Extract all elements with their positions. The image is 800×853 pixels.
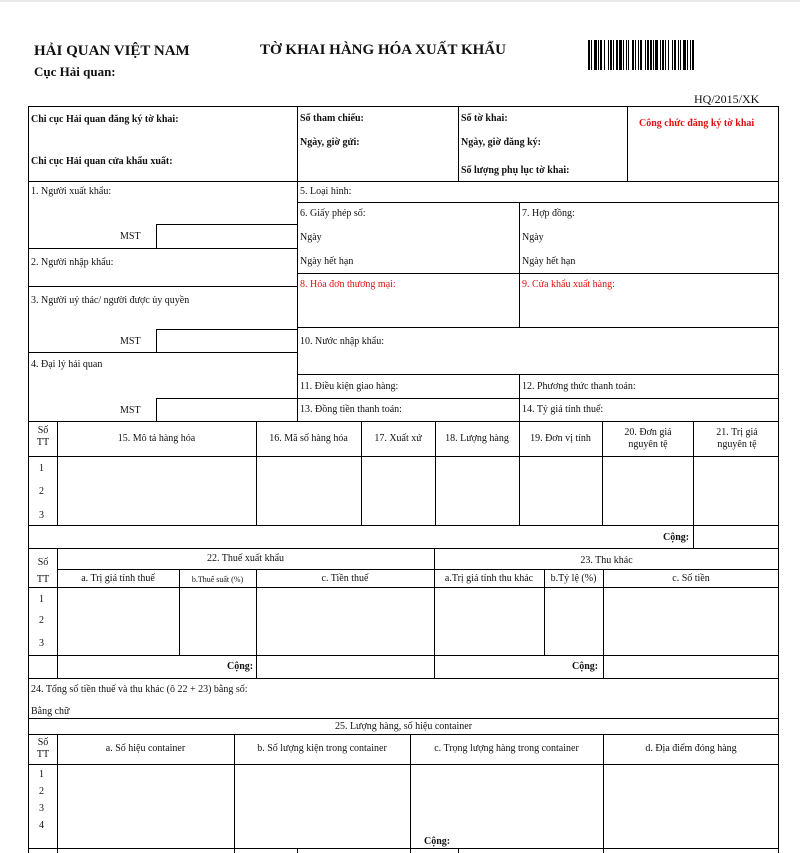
- barcode-bar: [632, 40, 634, 70]
- rule: [297, 181, 298, 421]
- barcode-bar: [638, 40, 639, 70]
- goods-no-header: Số TT: [36, 425, 50, 448]
- rule: [458, 106, 459, 181]
- barcode-bar: [683, 40, 686, 70]
- export-gate-label: 9. Cửa khẩu xuất hàng:: [522, 279, 615, 290]
- barcode-bar: [647, 40, 649, 70]
- right-border: [778, 106, 779, 853]
- rule: [434, 548, 435, 678]
- department-label: Cục Hải quan:: [34, 64, 116, 79]
- rule: [28, 525, 779, 526]
- container-row-no: 4: [39, 820, 44, 831]
- barcode-bar: [598, 40, 599, 70]
- mst-label: MST: [120, 336, 141, 347]
- importer-label: 2. Người nhập khẩu:: [31, 257, 114, 268]
- type-label: 5. Loại hình:: [300, 186, 352, 197]
- export-tax-header: 22. Thuế xuất khẩu: [206, 553, 285, 564]
- rule: [693, 421, 694, 548]
- rule: [28, 286, 297, 287]
- goods-row-no: 2: [39, 486, 44, 497]
- rule: [297, 202, 779, 203]
- barcode-bar: [613, 40, 614, 70]
- other-total-label: Cộng:: [572, 661, 599, 672]
- agent-label: 4. Đại lý hải quan: [31, 359, 103, 370]
- branch-border-label: Chi cục Hải quan cửa khẩu xuất:: [31, 156, 173, 167]
- goods-total-label: Cộng:: [663, 532, 690, 543]
- table-top-rule: [28, 106, 779, 107]
- barcode-bar: [588, 40, 590, 70]
- packing-place-header: d. Địa điểm đóng hàng: [645, 743, 737, 754]
- ref-no-label: Số tham chiếu:: [300, 113, 364, 124]
- barcode-bar: [619, 40, 622, 70]
- exporter-label: 1. Người xuất khẩu:: [31, 186, 112, 197]
- barcode-bar: [678, 40, 679, 70]
- agency-title: HẢI QUAN VIỆT NAM: [34, 43, 190, 59]
- rule: [57, 548, 58, 678]
- other-rate-header: b.Tỷ lệ (%): [550, 573, 597, 584]
- barcode-bar: [655, 40, 658, 70]
- rule: [519, 202, 520, 327]
- barcode-bar: [623, 40, 624, 70]
- containers-title: 25. Lượng hàng, số hiệu container: [334, 721, 473, 732]
- window-top-bar: [0, 0, 800, 2]
- barcode-bar: [604, 40, 605, 70]
- decl-no-label: Số tờ khai:: [461, 113, 508, 124]
- barcode-bar: [635, 40, 636, 70]
- rule: [28, 655, 779, 656]
- tax-rate-header: b.Thuế suất (%): [191, 575, 244, 584]
- left-border: [28, 106, 29, 853]
- barcode-bar: [610, 40, 612, 70]
- rule: [156, 329, 297, 330]
- license-expiry-label: Ngày hết hạn: [300, 256, 354, 267]
- barcode-bar: [591, 40, 592, 70]
- other-value-header: a.Trị giá tính thu khác: [444, 573, 534, 584]
- containers-total-label: Cộng:: [424, 836, 451, 847]
- barcode-icon: [588, 40, 738, 70]
- license-label: 6. Giấy phép số:: [300, 208, 366, 219]
- rule: [297, 374, 779, 375]
- weight-header: c. Trọng lượng hàng trong container: [434, 743, 579, 754]
- rule: [28, 678, 779, 679]
- other-amount-header: c. Số tiền: [672, 573, 710, 584]
- rule: [156, 224, 297, 225]
- tax-amount-header: c. Tiền thuế: [321, 573, 369, 584]
- barcode-bar: [660, 40, 661, 70]
- tax-row-no: 1: [39, 594, 44, 605]
- sum-words: Bằng chữ: [31, 706, 70, 717]
- tax-row-no: 2: [39, 615, 44, 626]
- mst-label: MST: [120, 231, 141, 242]
- container-no-header: a. Số hiệu container: [105, 743, 186, 754]
- goods-row-no: 3: [39, 510, 44, 521]
- barcode-bar: [653, 40, 654, 70]
- branch-register-label: Chi cục Hải quan đăng ký tờ khai:: [31, 114, 179, 125]
- barcode-bar: [680, 40, 681, 70]
- rule: [627, 106, 628, 181]
- sent-date-label: Ngày, giờ gửi:: [300, 137, 360, 148]
- barcode-bar: [640, 40, 642, 70]
- rule: [28, 456, 779, 457]
- contract-date-label: Ngày: [522, 232, 544, 243]
- rule: [256, 569, 257, 678]
- rule: [28, 548, 779, 549]
- rule: [28, 764, 779, 765]
- barcode-bar: [616, 40, 618, 70]
- package-count-header: b. Số lượng kiện trong container: [257, 743, 387, 754]
- trustee-label: 3. Người uỷ thác/ người được ủy quyền: [31, 295, 190, 306]
- goods-row-no: 1: [39, 463, 44, 474]
- fx-rate-label: 14. Tỷ giá tính thuế:: [522, 404, 604, 415]
- barcode-bar: [600, 40, 602, 70]
- goods-origin-header: 17. Xuất xứ: [374, 433, 422, 444]
- contract-expiry-label: Ngày hết hạn: [522, 256, 576, 267]
- license-date-label: Ngày: [300, 232, 322, 243]
- barcode-bar: [608, 40, 609, 70]
- rule: [458, 848, 459, 853]
- currency-label: 13. Đồng tiền thanh toán:: [300, 404, 402, 415]
- barcode-bar: [668, 40, 669, 70]
- container-row-no: 3: [39, 803, 44, 814]
- container-row-no: 2: [39, 786, 44, 797]
- goods-hs-header: 16. Mã số hàng hóa: [269, 433, 348, 444]
- rule: [297, 848, 298, 853]
- barcode-bar: [692, 40, 694, 70]
- barcode-bar: [674, 40, 676, 70]
- barcode-bar: [672, 40, 673, 70]
- rule: [156, 398, 297, 399]
- barcode-bar: [665, 40, 666, 70]
- rule: [57, 569, 779, 570]
- contract-label: 7. Hợp đồng:: [522, 208, 575, 219]
- goods-unit-price-header: 20. Đơn giá nguyên tệ: [624, 427, 672, 450]
- barcode-bar: [594, 40, 597, 70]
- rule: [28, 587, 779, 588]
- rule: [297, 106, 298, 181]
- barcode-bar: [650, 40, 652, 70]
- barcode-bar: [662, 40, 664, 70]
- goods-unit-header: 19. Đơn vị tính: [530, 433, 591, 444]
- barcode-bar: [628, 40, 629, 70]
- tax-total-label: Cộng:: [227, 661, 254, 672]
- rule: [28, 421, 779, 422]
- other-charges-header: 23. Thu khác: [580, 555, 633, 566]
- rule: [28, 248, 297, 249]
- sum-line: 24. Tổng số tiền thuế và thu khác (ô 22 + 23) bằng số:: [31, 684, 248, 695]
- rule: [602, 421, 603, 525]
- payment-method-label: 12. Phương thức thanh toán:: [522, 381, 636, 392]
- form-code: HQ/2015/XK: [694, 92, 760, 106]
- rule: [28, 734, 779, 735]
- rule: [28, 848, 779, 849]
- containers-no-header: Số TT: [36, 737, 50, 760]
- rule: [297, 398, 779, 399]
- page-title: TỜ KHAI HÀNG HÓA XUẤT KHẨU: [260, 42, 506, 58]
- goods-desc-header: 15. Mô tả hàng hóa: [117, 433, 196, 444]
- container-row-no: 1: [39, 769, 44, 780]
- delivery-label: 11. Điều kiện giao hàng:: [300, 381, 399, 392]
- tax-row-no: 3: [39, 638, 44, 649]
- rule: [156, 329, 157, 352]
- rule: [297, 327, 779, 328]
- goods-value-header: 21. Trị giá nguyên tệ: [716, 427, 758, 450]
- tax-no-header: Số TT: [36, 557, 50, 585]
- import-country-label: 10. Nước nhập khẩu:: [300, 336, 385, 347]
- rule: [156, 224, 157, 248]
- rule: [28, 352, 297, 353]
- appendix-count-label: Số lượng phụ lục tờ khai:: [461, 165, 570, 176]
- rule: [603, 569, 604, 678]
- rule: [297, 273, 779, 274]
- mst-label: MST: [120, 405, 141, 416]
- barcode-bar: [645, 40, 646, 70]
- goods-qty-header: 18. Lượng hàng: [445, 433, 509, 444]
- officer-label: Công chức đăng ký tờ khai: [639, 118, 755, 129]
- invoice-label: 8. Hóa đơn thương mại:: [300, 279, 396, 290]
- tax-value-header: a. Trị giá tính thuế: [81, 573, 155, 584]
- barcode-bar: [626, 40, 627, 70]
- barcode-bar: [690, 40, 691, 70]
- barcode-bar: [687, 40, 688, 70]
- rule: [28, 718, 779, 719]
- reg-date-label: Ngày, giờ đăng ký:: [461, 137, 541, 148]
- rule: [28, 181, 779, 182]
- rule: [156, 398, 157, 421]
